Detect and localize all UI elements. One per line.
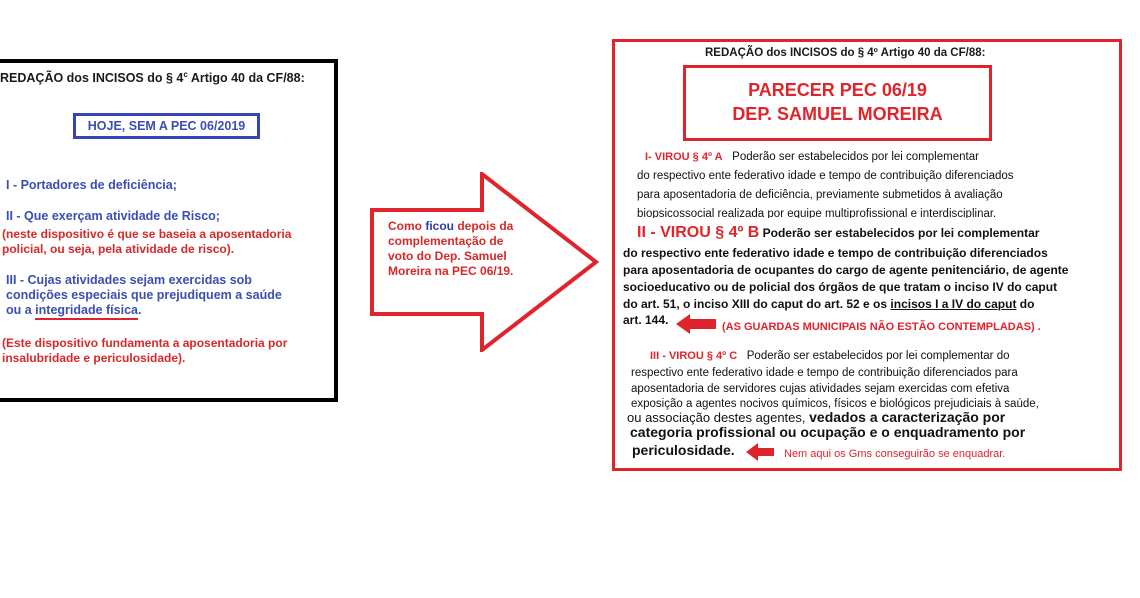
left-item-3-line-2: condições especiais que prejudiquem a saúde bbox=[6, 288, 282, 302]
left-item-2: II - Que exerçam atividade de Risco; bbox=[6, 209, 220, 223]
section-b-line-3: para aposentadoria de ocupantes do cargo de agente penitenciário, de agente bbox=[623, 263, 1069, 277]
section-c-line-4: exposição a agentes nocivos químicos, físicos e biológicos prejudiciais à saúde, bbox=[631, 398, 1039, 410]
section-c-line-6: categoria profissional ou ocupação e o enquadramento por bbox=[630, 424, 1026, 440]
left-note-2-line-2: policial, ou seja, pela atividade de risco). bbox=[2, 242, 235, 256]
left-title: REDAÇÃO dos INCISOS do § 4$^c$ Artigo 40 da CF/88: bbox=[0, 70, 305, 86]
section-b-line-4: socioeducativo ou de policial dos órgãos de que tratam o inciso IV do caput bbox=[623, 280, 1058, 294]
section-b-line-5: do art. 51, o inciso XIII do caput do art. 52 e os incisos I a IV do caput do bbox=[623, 297, 1035, 311]
arrow-caption-line-3: voto do Dep. Samuel bbox=[388, 249, 507, 263]
parecer-line-2: DEP. SAMUEL MOREIRA bbox=[732, 104, 943, 124]
left-note-3-line-1: (Este dispositivo fundamenta a aposentadoria por bbox=[2, 336, 288, 350]
left-item-1: I - Portadores de deficiência; bbox=[6, 178, 177, 192]
right-title: REDAÇÃO dos INCISOS do § 4º Artigo 40 da CF/88: bbox=[705, 47, 986, 59]
left-item-3-line-3: ou a integridade física. bbox=[6, 303, 141, 317]
section-b-line-6: art. 144. bbox=[623, 313, 669, 327]
section-b-line-2: do respectivo ente federativo idade e tempo de contribuição diferenciados bbox=[623, 246, 1048, 260]
section-c-line-7: periculosidade. bbox=[632, 442, 735, 458]
arrow-caption-line-2: complementação de bbox=[388, 234, 504, 248]
arrow-caption-line-1: Como ficou depois da bbox=[388, 219, 514, 233]
parecer-line-1: PARECER PEC 06/19 bbox=[748, 80, 927, 100]
section-c-line-1: III - VIROU § 4º C Poderão ser estabelecidos por lei complementar do bbox=[650, 350, 1010, 362]
red-arrow-left-icon bbox=[676, 313, 718, 335]
arrow-caption-line-4: Moreira na PEC 06/19. bbox=[388, 264, 514, 278]
section-a-line-1: I- VIROU § 4º A Poderão ser estabelecidos por lei complementar bbox=[645, 151, 979, 163]
section-a-line-2: do respectivo ente federativo idade e tempo de contribuição diferenciados bbox=[637, 170, 1014, 182]
red-arrow-left-small-icon bbox=[746, 442, 776, 462]
parecer-box bbox=[683, 65, 992, 141]
section-c-note: Nem aqui os Gms conseguirão se enquadrar. bbox=[784, 448, 1006, 460]
section-c-line-2: respectivo ente federativo idade e tempo de contribuição diferenciados para bbox=[631, 367, 1018, 379]
left-note-3-line-2: insalubridade e periculosidade). bbox=[2, 351, 186, 365]
section-c-line-3: aposentadoria de servidores cujas atividades sejam exercidas com efetiva bbox=[631, 383, 1010, 395]
left-note-2-line-1: (neste dispositivo é que se baseia a aposentadoria bbox=[2, 227, 292, 241]
arrow-caption bbox=[388, 219, 538, 279]
left-item-3-line-1: III - Cujas atividades sejam exercidas sob bbox=[6, 273, 252, 287]
integridade-fisica-underlined: integridade física bbox=[35, 303, 138, 320]
section-b-note: (AS GUARDAS MUNICIPAIS NÃO ESTÃO CONTEMPLADAS) . bbox=[722, 321, 1041, 333]
section-c-line-5: ou associação destes agentes, vedados a caracterização por bbox=[627, 409, 1006, 425]
section-a-line-4: biopsicossocial realizada por equipe multiprofissional e interdisciplinar. bbox=[637, 208, 997, 218]
section-b-line-1: II - VIROU § 4º B Poderão ser estabelecidos por lei complementar bbox=[637, 224, 1040, 241]
section-a-line-3: para aposentadoria de deficiência, previamente submetidos à avaliação bbox=[637, 189, 1003, 201]
hoje-label-box: HOJE, SEM A PEC 06/2019 bbox=[73, 113, 260, 139]
